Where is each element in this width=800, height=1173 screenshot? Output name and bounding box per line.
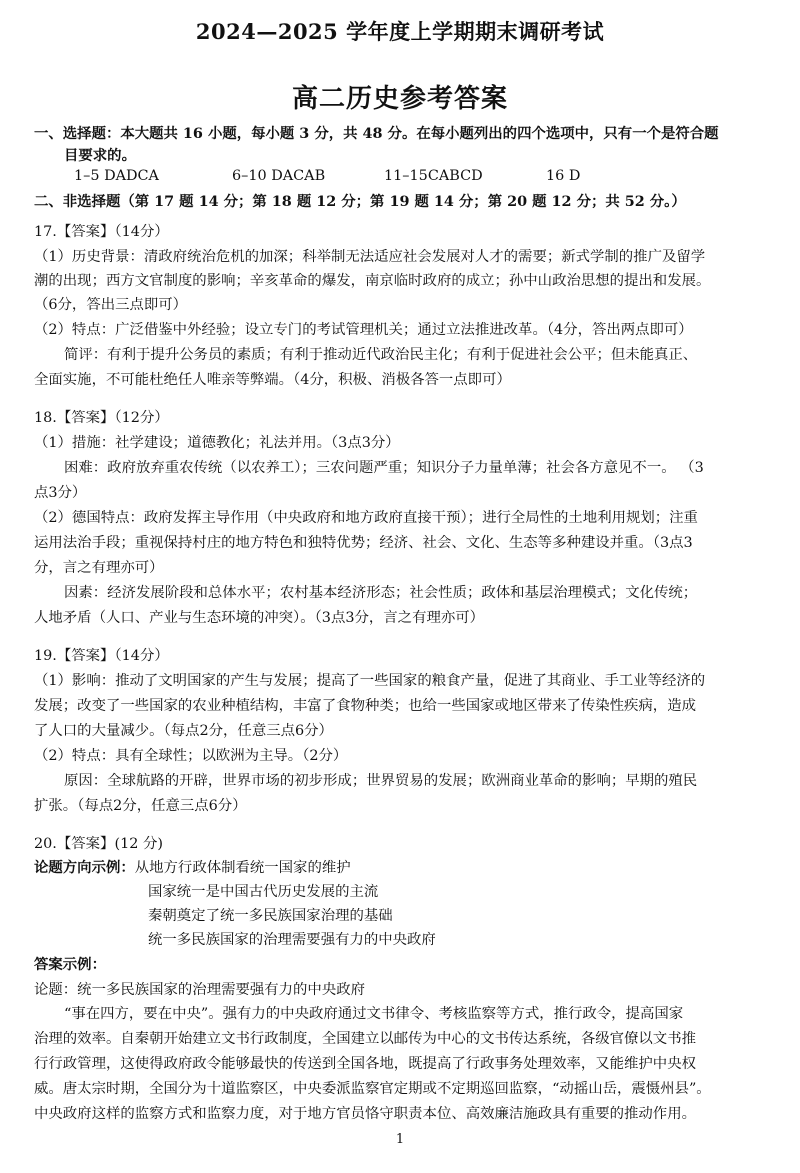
q20-direction-row — [34, 858, 351, 878]
q19-line: 发展；改变了一些国家的农业种植结构，丰富了食物种类；也给一些国家或地区带来了传染性疾病，造成 — [34, 698, 696, 714]
direction-item: 国家统一是中国古代历史发展的主流 — [148, 884, 379, 900]
q17-line: （1）历史背景：清政府统治危机的加深；科举制无法适应社会发展对人才的需要；新式学制的推广及留学 — [34, 249, 706, 265]
section1-heading-cont: 目要求的。 — [64, 147, 136, 164]
section2-heading: 二、非选择题（第 17 题 14 分；第 18 题 12 分；第 19 题 14 分；第 20 题 12 分；共 52 分。） — [34, 193, 686, 210]
q20-line: 威。唐太宗时期，全国分为十道监察区，中央委派监察官定期或不定期巡回监察，“动摇山岳，震慑州县”。 — [34, 1081, 711, 1097]
section1-heading: 一、选择题：本大题共 16 小题，每小题 3 分，共 48 分。在每小题列出的四个选项中，只有一个是符合题 — [34, 125, 719, 142]
direction-item: 从地方行政体制看统一国家的维护 — [134, 860, 351, 876]
q20-line: 中央政府这样的监察方式和监察力度，对于地方官员恪守职责本位、高效廉洁施政具有重要的推动作用。 — [34, 1106, 696, 1122]
q17-line: 潮的出现；西方文官制度的影响；辛亥革命的爆发，南京临时政府的成立；孙中山政治思想的提出和发展。 — [34, 273, 711, 289]
q19-title: 19.【答案】（14分） — [34, 648, 169, 664]
q17-line: 简评：有利于提升公务员的素质；有利于推动近代政治民主化；有利于促进社会公平；但未能真正、 — [64, 347, 698, 363]
q17-line: 全面实施，不可能杜绝任人唯亲等弊端。（4分，积极、消极各答一点即可） — [34, 372, 511, 388]
q18-line: 困难：政府放弃重农传统（以农养工）；三农问题严重；知识分子力量单薄；社会各方意见不一。 （3 — [64, 460, 704, 476]
q19-line: （2）特点：具有全球性；以欧洲为主导。（2分） — [34, 748, 348, 764]
answer-group-1: 1–5 DADCA — [74, 168, 159, 184]
q18-line: 因素：经济发展阶段和总体水平；农村基本经济形态；社会性质；政体和基层治理模式；文化传统； — [64, 585, 698, 601]
q19-line: 原因：全球航路的开辟，世界市场的初步形成；世界贸易的发展；欧洲商业革命的影响；早期的殖民 — [64, 773, 698, 789]
q18-line: 点3分） — [34, 485, 87, 501]
q17-line: （6分，答出三点即可） — [34, 297, 188, 313]
q18-title: 18.【答案】（12分） — [34, 410, 169, 426]
q18-line: （1）措施：社学建设；道德教化；礼法并用。（3点3分） — [34, 435, 400, 451]
q20-line: “事在四方，要在中央”。强有力的中央政府通过文书律令、考核监察等方式，推行政令，提高国家 — [64, 1006, 684, 1022]
example-label: 答案示例： — [34, 956, 106, 973]
q18-line: （2）德国特点：政府发挥主导作用（中央政府和地方政府直接干预）；进行全局性的土地利用规划；注重 — [34, 510, 698, 526]
q20-line: 论题：统一多民族国家的治理需要强有力的中央政府 — [34, 982, 365, 998]
answer-group-4: 16 D — [546, 168, 581, 184]
q18-line: 运用法治手段；重视保持村庄的地方特色和独特优势；经济、社会、文化、生态等多种建设并重。（3点3 — [34, 535, 693, 551]
direction-item: 统一多民族国家的治理需要强有力的中央政府 — [148, 932, 436, 948]
q17-line: （2）特点：广泛借鉴中外经验；设立专门的考试管理机关；通过立法推进改革。（4分，答出两点即可） — [34, 322, 693, 338]
q20-line: 治理的效率。自秦朝开始建立文书行政制度，全国建立以邮传为中心的文书传达系统，各级官僚以文书推 — [34, 1031, 696, 1047]
direction-item: 秦朝奠定了统一多民族国家治理的基础 — [148, 908, 393, 924]
q19-line: （1）影响：推动了文明国家的产生与发展；提高了一些国家的粮食产量，促进了其商业、手工业等经济的 — [34, 673, 706, 689]
q18-line: 分，言之有理亦可） — [34, 560, 164, 576]
direction-label: 论题方向示例： — [34, 859, 135, 876]
q20-line: 行行政管理，这使得政府政令能够最快的传送到全国各地，既提高了行政事务处理效率，又能维护中央权 — [34, 1056, 696, 1072]
answer-group-2: 6–10 DACAB — [232, 168, 326, 184]
answer-group-3: 11–15CABCD — [384, 168, 483, 184]
q17-title: 17.【答案】（14分） — [34, 224, 169, 240]
q19-line: 了人口的大量减少。（每点2分，任意三点6分） — [34, 723, 333, 739]
answer-key-title: 高二历史参考答案 — [291, 84, 508, 114]
page-number: 1 — [395, 1132, 405, 1147]
q18-line: 人地矛盾（人口、产业与生态环境的冲突）。（3点3分，言之有理亦可） — [34, 610, 485, 626]
exam-title: 2024—2025 学年度上学期期末调研考试 — [195, 19, 605, 44]
q19-line: 扩张。（每点2分，任意三点6分） — [34, 798, 247, 814]
q20-title: 20.【答案】(12 分) — [34, 836, 163, 852]
